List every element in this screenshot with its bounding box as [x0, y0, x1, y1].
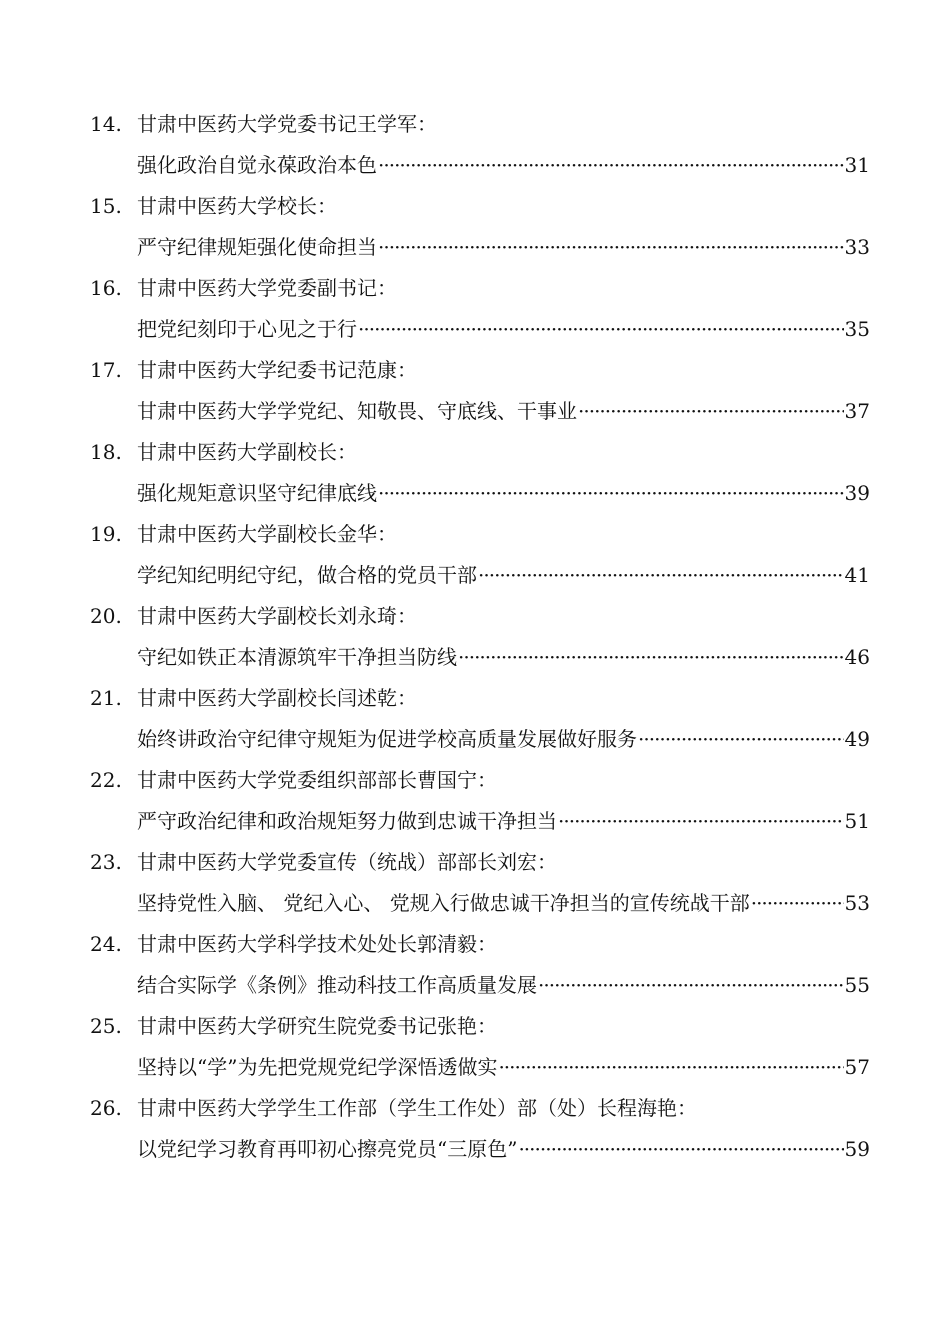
toc-entry-title-line [137, 965, 870, 1006]
toc-entry-title-line [137, 555, 870, 596]
toc-entry [90, 842, 870, 924]
toc-entry-title-line [137, 637, 870, 678]
toc-entry-page: 33 [844, 235, 870, 259]
toc-entry [90, 350, 870, 432]
toc-entry-author: 甘肃中医药大学副校长刘永琦： [137, 604, 417, 628]
toc-entry-title-line [137, 801, 870, 842]
toc-entry-number: 21. [90, 686, 122, 710]
toc-entry-author: 甘肃中医药大学党委组织部部长曹国宁： [137, 768, 497, 792]
toc-entry-page: 55 [844, 973, 870, 997]
toc-entry-page: 59 [844, 1137, 870, 1161]
toc-entry-title-line [137, 883, 870, 924]
dot-leader [518, 1129, 843, 1170]
toc-entry-title: 结合实际学《条例》推动科技工作高质量发展 [137, 973, 537, 997]
toc-entry-number: 17. [90, 358, 122, 382]
toc-entry-page: 37 [844, 399, 870, 423]
toc-entry-number: 20. [90, 604, 122, 628]
toc-entry-title: 以党纪学习教育再叩初心擦亮党员“三原色” [137, 1137, 518, 1161]
toc-entry-page: 57 [844, 1055, 870, 1079]
toc-entry-title-line [137, 1047, 870, 1088]
toc-entry [90, 514, 870, 596]
toc-entry-author: 甘肃中医药大学党委书记王学军： [137, 112, 437, 136]
toc-entry-heading [90, 1006, 870, 1047]
toc-entry [90, 760, 870, 842]
toc-entry-title: 把党纪刻印于心见之于行 [137, 317, 357, 341]
toc-entry-title-line [137, 719, 870, 760]
toc-entry-title: 严守纪律规矩强化使命担当 [137, 235, 377, 259]
toc-entry-author: 甘肃中医药大学纪委书记范康： [137, 358, 417, 382]
toc-entry-title-line [137, 309, 870, 350]
toc-entry [90, 268, 870, 350]
dot-leader [378, 227, 844, 268]
toc-entry-title: 严守政治纪律和政治规矩努力做到忠诚干净担当 [137, 809, 557, 833]
toc-entry-title: 坚持以“学”为先把党规党纪学深悟透做实 [137, 1055, 498, 1079]
toc-entry-title-line [137, 1129, 870, 1170]
dot-leader [378, 145, 844, 186]
dot-leader [751, 883, 844, 924]
toc-entry-heading [90, 104, 870, 145]
dot-leader [378, 473, 844, 514]
dot-leader [538, 965, 844, 1006]
toc-entry [90, 924, 870, 1006]
toc-entry [90, 104, 870, 186]
toc-entry-author: 甘肃中医药大学研究生院党委书记张艳： [137, 1014, 497, 1038]
toc-entry [90, 596, 870, 678]
toc-entry-author: 甘肃中医药大学副校长闫述乾： [137, 686, 417, 710]
toc-entry-number: 15. [90, 194, 122, 218]
toc-entry-heading [90, 1088, 870, 1129]
toc-entry [90, 1088, 870, 1170]
toc-entry-number: 18. [90, 440, 122, 464]
toc-entry-heading [90, 514, 870, 555]
toc-entry-number: 23. [90, 850, 122, 874]
dot-leader [458, 637, 844, 678]
toc-entry [90, 432, 870, 514]
toc-entry-page: 35 [844, 317, 870, 341]
toc-entry-number: 26. [90, 1096, 122, 1120]
toc-entry-heading [90, 760, 870, 801]
toc-entry-heading [90, 432, 870, 473]
toc-entry-title: 学纪知纪明纪守纪，做合格的党员干部 [137, 563, 477, 587]
toc-entry-author: 甘肃中医药大学党委副书记： [137, 276, 397, 300]
toc-entry-heading [90, 596, 870, 637]
toc-entry-number: 22. [90, 768, 122, 792]
toc-entry-number: 16. [90, 276, 122, 300]
toc-entry-title-line [137, 473, 870, 514]
toc-entry-title-line [137, 227, 870, 268]
toc-entry-title-line [137, 145, 870, 186]
toc-entry-author: 甘肃中医药大学党委宣传（统战）部部长刘宏： [137, 850, 557, 874]
toc-entry-heading [90, 842, 870, 883]
toc-entry [90, 678, 870, 760]
table-of-contents [90, 104, 870, 1170]
toc-entry-heading [90, 350, 870, 391]
toc-entry-page: 39 [844, 481, 870, 505]
toc-entry-title: 坚持党性入脑、 党纪入心、 党规入行做忠诚干净担当的宣传统战干部 [137, 891, 750, 915]
toc-entry-author: 甘肃中医药大学副校长： [137, 440, 357, 464]
toc-entry-heading [90, 186, 870, 227]
toc-entry-heading [90, 678, 870, 719]
toc-entry-title: 强化政治自觉永葆政治本色 [137, 153, 377, 177]
toc-entry-author: 甘肃中医药大学校长： [137, 194, 337, 218]
toc-entry [90, 1006, 870, 1088]
toc-entry-heading [90, 924, 870, 965]
dot-leader [558, 801, 844, 842]
toc-entry-page: 31 [844, 153, 870, 177]
toc-entry-title: 强化规矩意识坚守纪律底线 [137, 481, 377, 505]
toc-entry-page: 49 [844, 727, 870, 751]
toc-entry-number: 14. [90, 112, 122, 136]
toc-entry-page: 41 [844, 563, 870, 587]
dot-leader [578, 391, 844, 432]
toc-entry-number: 19. [90, 522, 122, 546]
toc-entry-page: 46 [844, 645, 870, 669]
toc-entry-title: 守纪如铁正本清源筑牢干净担当防线 [137, 645, 457, 669]
toc-entry-title-line [137, 391, 870, 432]
toc-entry-title: 甘肃中医药大学学党纪、知敬畏、守底线、干事业 [137, 399, 577, 423]
dot-leader [498, 1047, 843, 1088]
toc-entry-page: 53 [844, 891, 870, 915]
toc-entry-number: 24. [90, 932, 122, 956]
toc-entry-author: 甘肃中医药大学副校长金华： [137, 522, 397, 546]
toc-entry-author: 甘肃中医药大学学生工作部（学生工作处）部（处）长程海艳： [137, 1096, 697, 1120]
toc-entry-number: 25. [90, 1014, 122, 1038]
dot-leader [638, 719, 844, 760]
toc-entry [90, 186, 870, 268]
dot-leader [358, 309, 844, 350]
toc-entry-page: 51 [844, 809, 870, 833]
dot-leader [478, 555, 844, 596]
toc-entry-author: 甘肃中医药大学科学技术处处长郭清毅： [137, 932, 497, 956]
toc-entry-title: 始终讲政治守纪律守规矩为促进学校高质量发展做好服务 [137, 727, 637, 751]
toc-entry-heading [90, 268, 870, 309]
